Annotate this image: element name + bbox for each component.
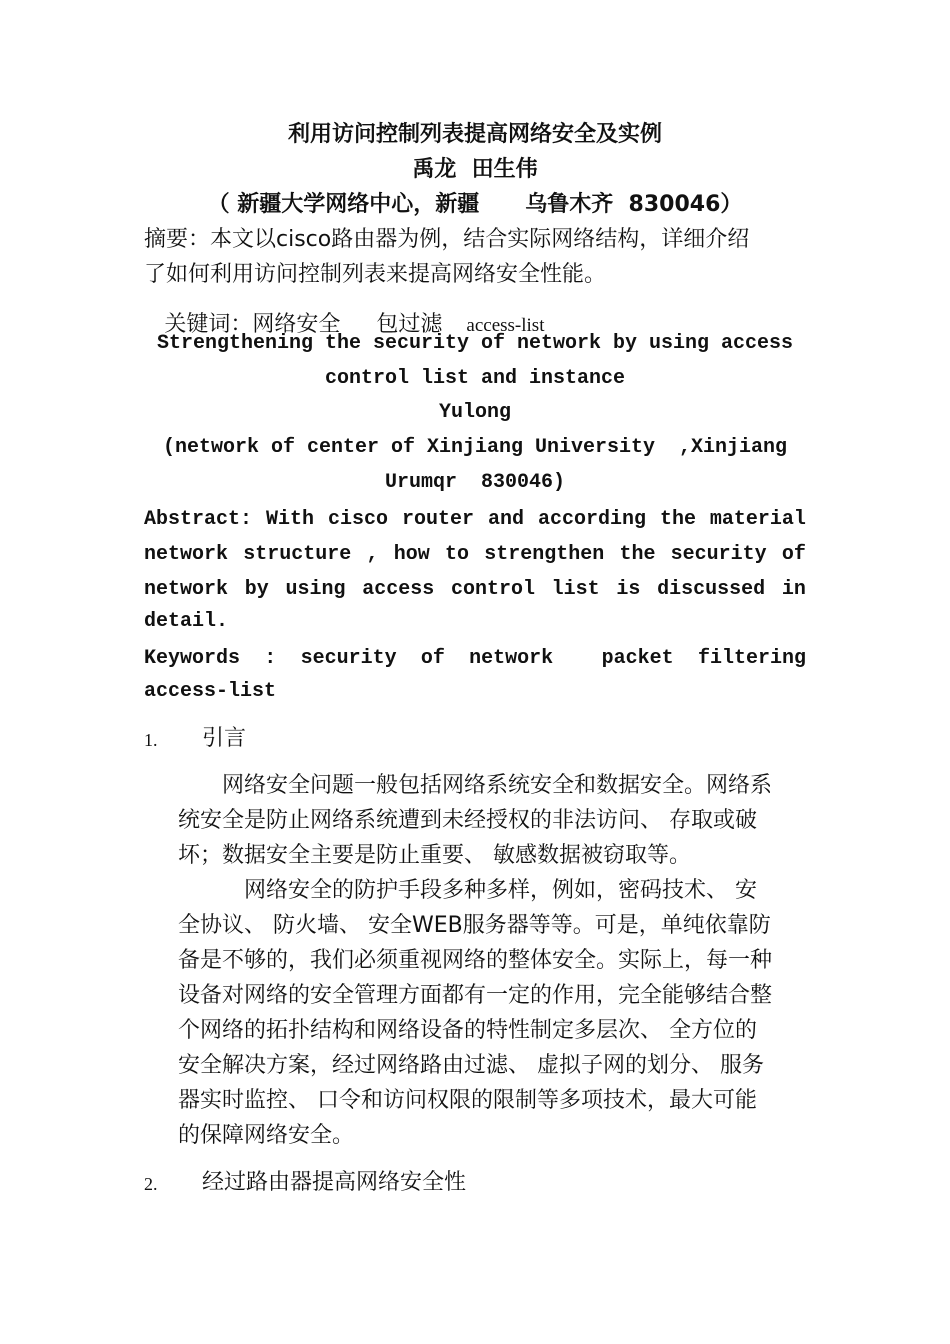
section-1-p2-line-8: 的保障网络安全。 bbox=[178, 1123, 355, 1148]
author-names: 禹龙 田生伟 bbox=[412, 157, 538, 182]
abstract-cn-line-1: 摘要：本文以cisco路由器为例，结合实际网络结构，详细介绍 bbox=[144, 227, 750, 252]
section-1-heading: 引言 bbox=[202, 726, 247, 751]
abstract-en-word: access bbox=[362, 578, 435, 601]
english-affiliation-line-1: (network of center of Xinjiang University ,Xinjiang bbox=[162, 436, 788, 459]
abstract-en-word: list bbox=[551, 578, 600, 601]
keywords-en-word: network bbox=[469, 647, 554, 670]
section-2-number: 2. bbox=[144, 1174, 158, 1194]
keywords-en-word: security bbox=[300, 647, 397, 670]
abstract-en-line-3 bbox=[144, 578, 806, 601]
abstract-en-word: network bbox=[144, 543, 229, 566]
abstract-cn-line-2: 了如何利用访问控制列表来提高网络安全性能。 bbox=[144, 262, 607, 287]
section-2-heading: 经过路由器提高网络安全性 bbox=[202, 1170, 467, 1195]
author-affiliation: （ 新疆大学网络中心，新疆 乌鲁木齐 830046） bbox=[207, 192, 743, 217]
section-1-p1-line-2: 统安全是防止网络系统遭到未经授权的非法访问、 存取或破 bbox=[178, 808, 757, 833]
abstract-en-word: of bbox=[781, 543, 806, 566]
english-title-line-1: Strengthening the security of network by using access bbox=[156, 332, 794, 355]
abstract-en-word: the bbox=[619, 543, 656, 566]
keyword-cn-2: 包过滤 bbox=[376, 312, 443, 337]
section-1-p2-line-5: 个网络的拓扑结构和网络设备的特性制定多层次、 全方位的 bbox=[178, 1018, 757, 1043]
abstract-en-word: how bbox=[393, 543, 430, 566]
section-1-p2-line-7: 器实时监控、 口令和访问权限的限制等多项技术，最大可能 bbox=[178, 1088, 757, 1113]
abstract-en-word: is bbox=[616, 578, 641, 601]
keywords-cn-label: 关键词： bbox=[164, 312, 253, 337]
keyword-cn-1: 网络安全 bbox=[252, 312, 341, 337]
abstract-en-word: and bbox=[487, 508, 524, 531]
abstract-en-word: cisco bbox=[327, 508, 388, 531]
section-1-number: 1. bbox=[144, 730, 158, 750]
abstract-en-word: in bbox=[781, 578, 806, 601]
section-1-p2-line-1: 网络安全的防护手段多种多样，例如，密码技术、 安 bbox=[244, 878, 757, 903]
abstract-en-line-2 bbox=[144, 543, 806, 566]
english-affiliation-line-2: Urumqr 830046) bbox=[384, 471, 566, 494]
abstract-en-word: the bbox=[659, 508, 696, 531]
english-author: Yulong bbox=[438, 401, 511, 424]
abstract-en-word: security bbox=[670, 543, 767, 566]
abstract-en-word: , bbox=[366, 543, 379, 566]
abstract-en-word: according bbox=[537, 508, 646, 531]
abstract-en-word: With bbox=[266, 508, 315, 531]
keywords-en-line-1 bbox=[144, 647, 806, 670]
keywords-en-word: filtering bbox=[697, 647, 806, 670]
abstract-en-word: network bbox=[144, 578, 229, 601]
abstract-en-word: using bbox=[285, 578, 346, 601]
abstract-en-word: by bbox=[244, 578, 269, 601]
abstract-en-word: strengthen bbox=[484, 543, 605, 566]
section-1-p1-line-3: 坏；数据安全主要是防止重要、 敏感数据被窃取等。 bbox=[178, 843, 691, 868]
section-1-p2-line-3: 备是不够的，我们必须重视网络的整体安全。实际上，每一种 bbox=[178, 948, 773, 973]
paper-title: 利用访问控制列表提高网络安全及实例 bbox=[287, 122, 662, 147]
keywords-en-word: packet bbox=[601, 647, 674, 670]
keyword-cn-3: access-list bbox=[466, 315, 545, 336]
section-1-p2-line-6: 安全解决方案，经过网络路由过滤、 虚拟子网的划分、 服务 bbox=[178, 1053, 764, 1078]
keywords-en-word: Keywords bbox=[144, 647, 241, 670]
section-1-p2-line-2: 全协议、 防火墙、 安全WEB服务器等等。可是，单纯依靠防 bbox=[178, 913, 771, 938]
abstract-en-word: router bbox=[401, 508, 474, 531]
section-1-p1-line-1: 网络安全问题一般包括网络系统安全和数据安全。网络系 bbox=[222, 773, 773, 798]
abstract-en-word: material bbox=[709, 508, 806, 531]
section-1-p2-line-4: 设备对网络的安全管理方面都有一定的作用，完全能够结合整 bbox=[178, 983, 773, 1008]
abstract-en-word: structure bbox=[243, 543, 352, 566]
keywords-en-word: : bbox=[264, 647, 277, 670]
keywords-en-word: of bbox=[420, 647, 445, 670]
keywords-en-line-2: access-list bbox=[144, 680, 277, 703]
abstract-en-word: control bbox=[450, 578, 535, 601]
abstract-en-line-4: detail. bbox=[144, 610, 229, 633]
english-title-line-2: control list and instance bbox=[324, 367, 626, 390]
abstract-en-word: discussed bbox=[657, 578, 766, 601]
abstract-en-word: Abstract: bbox=[144, 508, 253, 531]
abstract-en-line-1 bbox=[144, 508, 806, 531]
abstract-en-word: to bbox=[444, 543, 469, 566]
